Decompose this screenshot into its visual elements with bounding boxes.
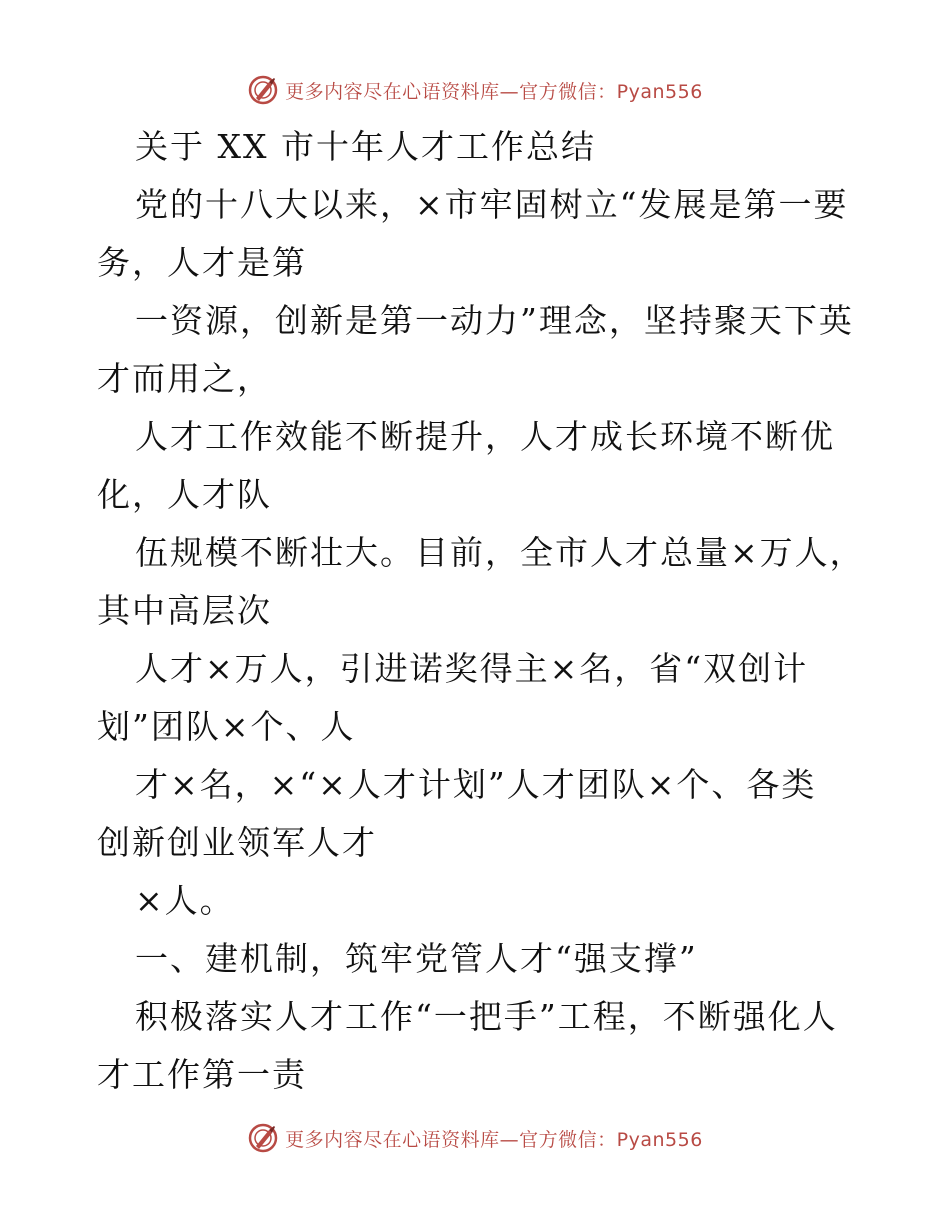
paragraph-line: 才而用之， bbox=[97, 359, 272, 398]
paragraph-line: 务，人才是第 bbox=[97, 243, 307, 282]
paragraph-line: 伍规模不断壮大。目前，全市人才总量×万人， bbox=[135, 533, 865, 572]
paragraph-line: 其中高层次 bbox=[97, 591, 272, 630]
paragraph-line: 才工作第一责 bbox=[97, 1055, 307, 1094]
watermark-text: 更多内容尽在心语资料库—官方微信：Pyan556 bbox=[285, 1128, 703, 1151]
header-watermark bbox=[0, 70, 950, 110]
watermark-text: 更多内容尽在心语资料库—官方微信：Pyan556 bbox=[285, 80, 703, 103]
paragraph-line: 人才×万人，引进诺奖得主×名，省“双创计 bbox=[135, 649, 809, 688]
pen-logo-icon bbox=[247, 1122, 279, 1154]
paragraph-line: 党的十八大以来，×市牢固树立“发展是第一要 bbox=[135, 185, 849, 224]
doc-title: 关于 XX 市十年人才工作总结 bbox=[135, 127, 596, 166]
pen-logo-icon bbox=[247, 74, 279, 106]
paragraph-line: 人才工作效能不断提升，人才成长环境不断优 bbox=[135, 417, 835, 456]
paragraph-line: 才×名，×“×人才计划”人才团队×个、各类 bbox=[135, 765, 817, 804]
paragraph-line: ×人。 bbox=[135, 881, 235, 920]
paragraph-line: 划”团队×个、人 bbox=[97, 707, 356, 746]
paragraph-line: 积极落实人才工作“一把手”工程，不断强化人 bbox=[135, 997, 838, 1036]
footer-watermark bbox=[0, 1118, 950, 1158]
paragraph-line: 创新创业领军人才 bbox=[97, 823, 377, 862]
paragraph-line: 化，人才队 bbox=[97, 475, 272, 514]
section-heading: 一、建机制，筑牢党管人才“强支撑” bbox=[135, 939, 698, 978]
paragraph-line: 一资源，创新是第一动力”理念，坚持聚天下英 bbox=[135, 301, 854, 340]
